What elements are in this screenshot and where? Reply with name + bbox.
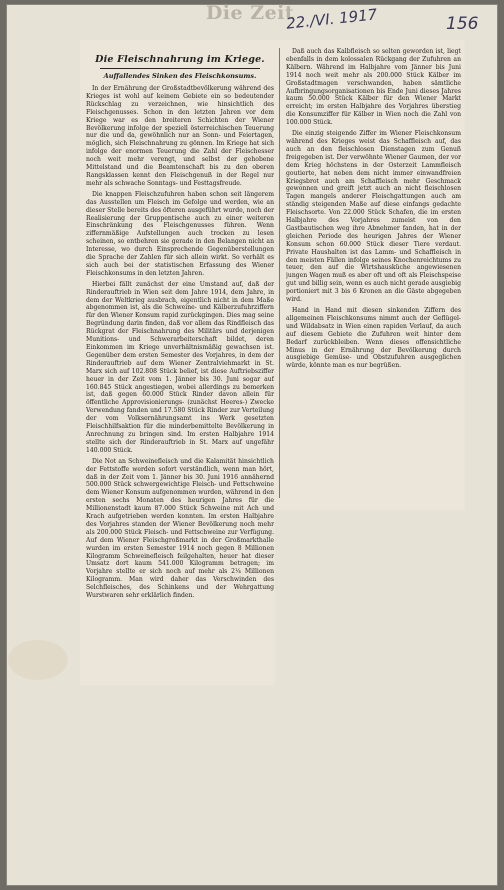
paragraph: Die einzig steigende Ziffer im Wiener Fleischkonsum während des Krieges weist das Schaffleisch auf, das auch an den fleischlosen Dienstagen zum Genuß freigegeben ist. Der verwöhnte Wiener Gaumen, der vor dem Krieg höchstens in der Osterzeit Lammfleisch goutierte, hat neben dem nicht immer einwandfreien Kriegsbrot auch am Schaffleisch mehr Geschmack gewonnen und greift jetzt auch an nicht fleischlosen Tagen mangels anderer Fleischgattungen auch am ständig steigenden Maße auf diese einfangs gedachte Fleischsorte. Von 22.000 Stück Schafen, die im ersten Halbjahre des Vorjahres zumeist von den Gastbautischen weg ihre Abnehmer fanden, hat in der gleichen Periode des heurigen Jahres der Wiener Konsum schon 60.000 Stück dieser Tiere verdaut. Private Haushalten ist das Lamm- und Schaffleisch in den meisten Fällen infolge seines Knochenreichtums zu teuer, den auf die Wirtshausküche angewiesenen jungen Wagen muß es aber oft und oft als Fleischspeise gut und billig sein, wenn es auch nicht gerade ausgiebig portioniert mit 3 bis 6 Kronen an die Gäste abgegeben wird. [286,130,461,304]
article-column-left [86,48,274,684]
article-subtitle: Auffallendes Sinken des Fleischkonsums. [103,72,257,80]
paragraph: Hand in Hand mit diesen sinkenden Ziffern des allgemeinen Fleischkonsums nimmt auch der Geflügel- und Wildabsatz in Wien einen rapiden Verlauf, da auch auf diesem Gebiete die Zufuhren weit hinter dem Bedarf zurückbleiben. Wenn dieses offensichtliche Minus in der Ernährung der Bevölkerung durch ausgiebige Gemüse- und Obstzufuhren ausgeglichen würde, könnte man es nur begrüßen. [286,307,461,370]
newspaper-masthead: Die Zeit [205,2,295,24]
article-column-right [286,48,461,508]
paragraph: Hierbei fällt zunächst der eine Umstand auf, daß der Rinderauftrieb in Wien seit dem Jahre 1914, dem Jahre, in dem der Weltkrieg ausbrach, eigentlich nicht in dem Maße abgenommen ist, als die Schweine- und Kälberzufuhrziffern für den Wiener Konsum rapid zurückgingen. Dies mag seine Begründung darin finden, daß vor allem das Rindfleisch das Rückgrat der Fleischnahrung des Militärs und derjenigen Munitions- und Schwerarbeiterschaft bildet, deren Einkommen im Kriege unverhältnismäßig gewachsen ist. Gegenüber dem ersten Semester des Vorjahres, in dem der Rinderauftrieb auf dem Wiener Zentralviehmarkt in St. Marx sich auf 102.808 Stück belief, ist diese Auftriebsziffer heuer in der Zeit vom 1. Jänner bis 30. Juni sogar auf 160.845 Stück angestiegen, wobei allerdings zu bemerken ist, daß gegen 60.000 Stück Rinder davon allein für öffentliche Approvisionierungs- (zunächst Heeres-) Zwecke Verwendung fanden und 17.580 Stück Rinder zur Verteilung der vom Volksernährungsamt ins Werk gesetzten Fleischhilfsaktion für die minderbemittelte Bevölkerung in Anrechnung zu bringen sind. Im ersten Halbjahre 1914 stellte sich der Rinderauftrieb in St. Marx auf ungefähr 140.000 Stück. [86,280,274,454]
paragraph: Daß auch das Kalbfleisch so selten geworden ist, liegt ebenfalls in dem kolossalen Rückgang der Zufuhren an Kälbern. Während im Halbjahre vom Jänner bis Juni 1914 noch weit mehr als 200.000 Stück Kälber im Großstadtmagen verschwanden, haben sämtliche Aufbringungsorganisationen bis Ende Juni dieses Jahres kaum 50.000 Stück Kälber für den Wiener Markt erreicht; im ersten Halbjahre des Vorjahres überstieg die Konsumziffer für Kälber in Wien noch die Zahl von 100.000 Stück. [286,48,461,127]
handwritten-page-number: 156 [446,14,479,34]
article-title: Die Fleischnahrung im Kriege. [95,54,265,65]
paragraph: Die knappen Fleischzufuhren haben schon seit längerem das Ausstellen um Fleisch im Gefolge und werden, wie an dieser Stelle bereits des öfteren ausgeführt wurde, noch der Realisierung der Gruppentische auch zu einer weiteren Einschränkung des Fleischgenusses führen. Wenn ziffernmäßige Aufstellungen auch trocken zu lesen scheinen, so entbehren sie gerade in den Belangen nicht an Interesse, wo durch Einsprechende Gegenüberstellungen die Sprache der Zahlen für sich allein wirkt. So verhält es sich auch bei der statistischen Erfassung des Wiener Fleischkonsums in den letzten Jahren. [86,190,274,277]
paragraph: In der Ernährung der Großstadtbevölkerung während des Krieges ist wohl auf keinem Gebiete ein so bedeutender Rückschlag zu verzeichnen, wie hinsichtlich des Fleischgenusses. Schon in den letzten Jahren vor dem Kriege war es den breiteren Schichten der Wiener Bevölkerung infolge der speziell österreichischen Teuerung nur die und da, gewöhnlich nur an Sonn- und Feiertagen, möglich, sich Fleischnahrung zu gönnen. Im Kriege hat sich infolge der enormen Teuerung die Zahl der Fleischesser noch weit mehr verengt, und selbst der gehobene Mittelstand und die Beamtenschaft bis zu den oberen Rangsklassen kennt den Fleischgenuß in der Regel nur mehr als schwache Sonntags- und Festtagsfreude. [86,85,274,187]
handwritten-date: 22./VI. 1917 [285,5,379,33]
title-rule [100,68,260,69]
paragraph: Die Not an Schweinefleisch und die Kalamität hinsichtlich der Fettstoffe werden sofort verständlich, wenn man hört, daß in der Zeit vom 1. Jänner bis 30. Juni 1916 annähernd 500.000 Stück schwergewichtige Fleisch- und Fettschweine dem Wiener Konsum aufgenommen wurden, während in den ersten sechs Monaten des heurigen Jahres für die Millionenstadt kaum 87.000 Stück Schweine mit Ach und Krach aufgetrieben werden konnten. Im ersten Halbjahre des Vorjahres standen der Wiener Bevölkerung noch mehr als 200.000 Stück Fleisch- und Fettschweine zur Verfügung. Auf dem Wiener Fleischgroßmarkt in der Großmarkthalle wurden im ersten Semester 1914 noch gegen 8 Millionen Kilogramm Schweinefleisch feilgehalten, heuer hat dieser Umsatz dort kaum 541.000 Kilogramm betragen; im Vorjahre stellte er sich noch auf mehr als 2¼ Millionen Kilogramm. Man wird daher das Verschwinden des Selchfleisches, des Schinkens und der Wehrgattung Wurstwaren sehr erklärlich finden. [86,457,274,600]
paper-stain [8,640,68,680]
column-divider [279,48,280,498]
